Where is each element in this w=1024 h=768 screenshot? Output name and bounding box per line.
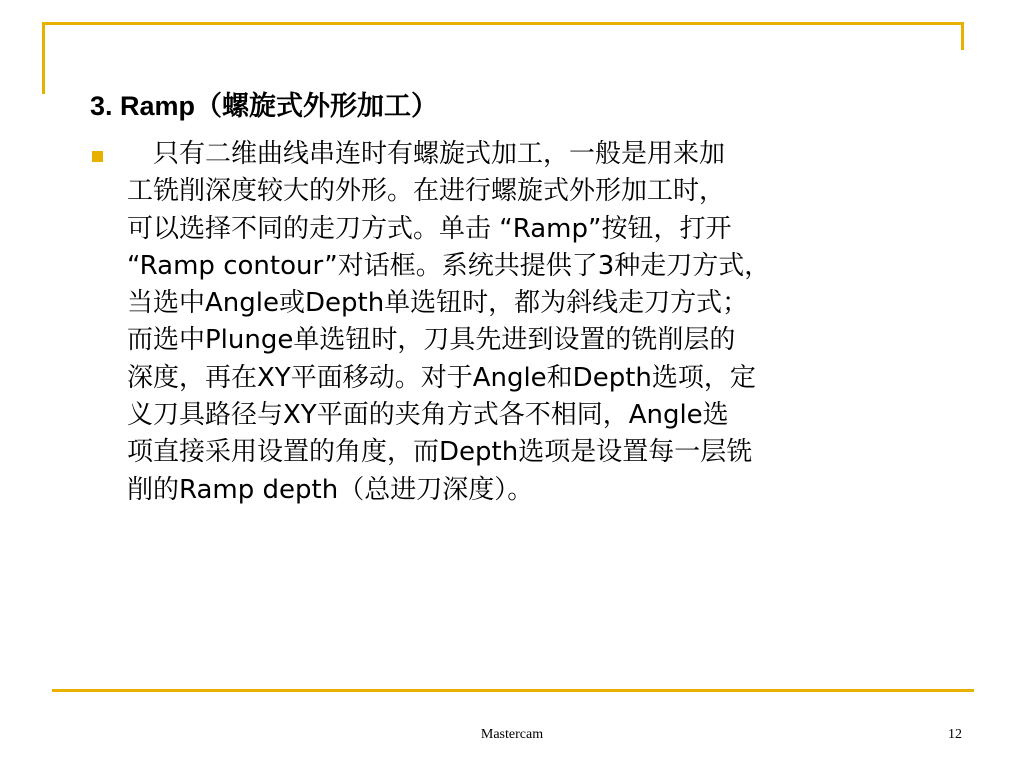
bullet-line: 义刀具路径与XY平面的夹角方式各不相同，Angle选 — [127, 400, 729, 431]
bullet-line: 当选中Angle或Depth单选钮时，都为斜线走刀方式； — [127, 288, 749, 319]
footer-divider — [52, 689, 974, 692]
bullet-line: 深度，再在XY平面移动。对于Angle和Depth选项，定 — [127, 362, 756, 393]
bullet-line: 削的Ramp depth（总进刀深度）。 — [127, 474, 534, 505]
page-number: 12 — [948, 727, 962, 742]
decorative-left-accent-line — [42, 22, 45, 94]
decorative-top-accent-line — [42, 22, 964, 25]
bullet-paragraph — [127, 136, 942, 509]
bullet-line: “Ramp contour”对话框。系统共提供了3种走刀方式， — [127, 250, 771, 281]
footer-label: Mastercam — [480, 727, 544, 742]
slide-heading: 3. Ramp（螺旋式外形加工） — [90, 91, 439, 121]
bullet-line: 可以选择不同的走刀方式。单击 “Ramp”按钮，打开 — [127, 213, 732, 244]
bullet-square-icon — [92, 151, 103, 162]
decorative-right-accent-line — [961, 22, 964, 50]
bullet-line: 而选中Plunge单选钮时，刀具先进到设置的铣削层的 — [127, 325, 736, 356]
bullet-line: 工铣削深度较大的外形。在进行螺旋式外形加工时， — [127, 176, 726, 207]
bullet-line: 只有二维曲线串连时有螺旋式加工，一般是用来加 — [127, 139, 726, 169]
bullet-line: 项直接采用设置的角度，而Depth选项是设置每一层铣 — [127, 437, 753, 468]
